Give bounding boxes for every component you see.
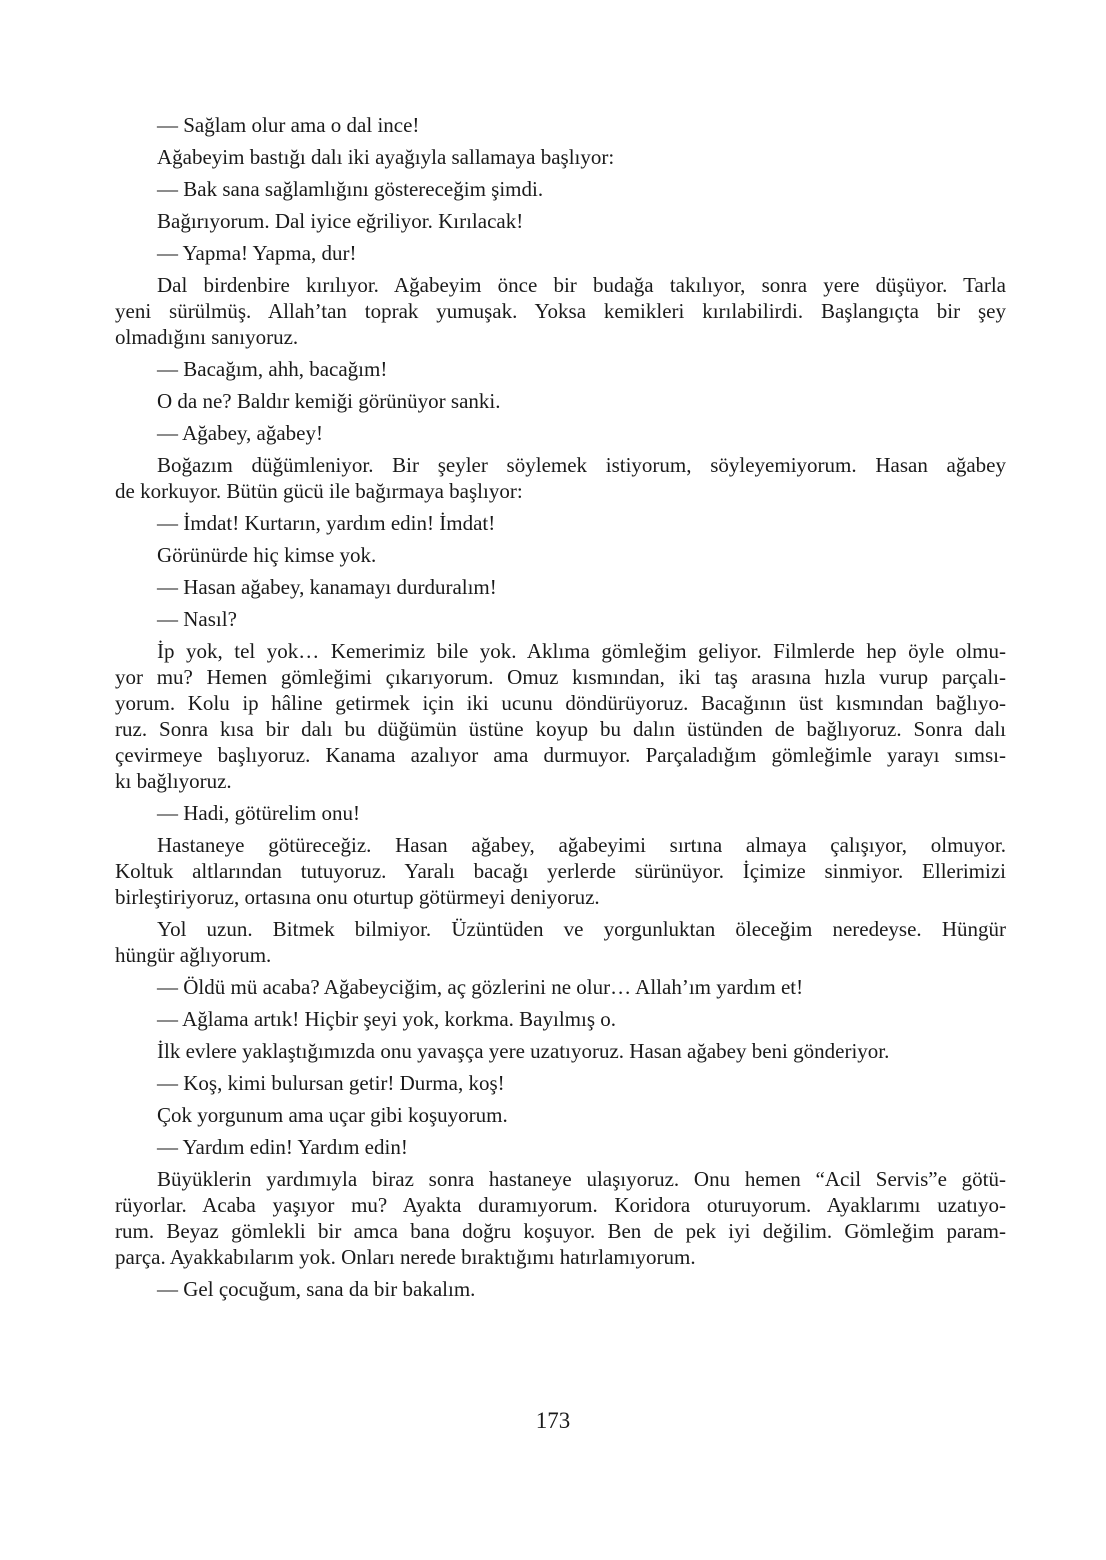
paragraph <box>115 420 1006 446</box>
text-line: — Hadi, götürelim onu! <box>157 801 360 825</box>
paragraph <box>115 240 1006 266</box>
text-line: — Öldü mü acaba? Ağabeyciğim, aç gözlerini ne olur… Allah’ım yardım et! <box>157 975 804 999</box>
paragraph <box>115 176 1006 202</box>
text-line: — İmdat! Kurtarın, yardım edin! İmdat! <box>157 511 496 535</box>
paragraph <box>115 388 1006 414</box>
paragraph <box>115 606 1006 632</box>
text-line: Koltuk altlarından tutuyoruz. Yaralı bacağı yerlerde sürünüyor. İçimize sinmiyor. Ellerimizi <box>115 859 1006 883</box>
text-line: Yol uzun. Bitmek bilmiyor. Üzüntüden ve yorgunluktan öleceğim neredeyse. Hüngür <box>157 917 1006 941</box>
text-line: çevirmeye başlıyoruz. Kanama azalıyor ama durmuyor. Parçaladığım gömleğimle yarayı sımsı- <box>115 743 1006 767</box>
paragraph <box>115 1102 1006 1128</box>
text-line: — Yardım edin! Yardım edin! <box>157 1135 408 1159</box>
text-line: birleştiriyoruz, ortasına onu oturtup götürmeyi deniyoruz. <box>115 885 600 909</box>
text-line: yorum. Kolu ip hâline getirmek için iki ucunu döndürüyoruz. Bacağının üst kısmından bağlıyo- <box>115 691 1006 715</box>
text-line: yeni sürülmüş. Allah’tan toprak yumuşak. Yoksa kemikleri kırılabilirdi. Başlangıçta bir şey <box>115 299 1006 323</box>
paragraph <box>115 574 1006 600</box>
paragraph <box>115 1006 1006 1032</box>
text-line: Çok yorgunum ama uçar gibi koşuyorum. <box>157 1103 508 1127</box>
paragraph <box>115 974 1006 1000</box>
paragraph <box>115 1166 1006 1270</box>
text-line: de korkuyor. Bütün gücü ile bağırmaya başlıyor: <box>115 479 523 503</box>
text-line: — Ağabey, ağabey! <box>157 421 323 445</box>
text-line: kı bağlıyoruz. <box>115 769 232 793</box>
paragraph <box>115 452 1006 504</box>
text-line: rum. Beyaz gömlekli bir amca bana doğru koşuyor. Ben de pek iyi değilim. Gömleğim param- <box>115 1219 1006 1243</box>
paragraph <box>115 356 1006 382</box>
text-line: Bağırıyorum. Dal iyice eğriliyor. Kırılacak! <box>157 209 524 233</box>
paragraph <box>115 638 1006 794</box>
paragraph <box>115 542 1006 568</box>
text-line: — Ağlama artık! Hiçbir şeyi yok, korkma. Bayılmış o. <box>157 1007 617 1031</box>
text-line: Ağabeyim bastığı dalı iki ayağıyla sallamaya başlıyor: <box>157 145 615 169</box>
text-line: — Yapma! Yapma, dur! <box>157 241 357 265</box>
text-line: — Nasıl? <box>157 607 237 631</box>
text-line: Dal birdenbire kırılıyor. Ağabeyim önce bir budağa takılıyor, sonra yere düşüyor. Tarla <box>157 273 1006 297</box>
paragraph <box>115 510 1006 536</box>
page-number: 173 <box>535 1408 571 1433</box>
text-line: İp yok, tel yok… Kemerimiz bile yok. Aklıma gömleğim geliyor. Filmlerde hep öyle olmu- <box>157 639 1006 663</box>
text-line: İlk evlere yaklaştığımızda onu yavaşça yere uzatıyoruz. Hasan ağabey beni gönderiyor. <box>157 1039 890 1063</box>
text-line: Hastaneye götüreceğiz. Hasan ağabey, ağabeyimi sırtına almaya çalışıyor, olmuyor. <box>157 833 1006 857</box>
paragraph <box>115 1070 1006 1096</box>
paragraph <box>115 1276 1006 1302</box>
paragraph <box>115 144 1006 170</box>
paragraph <box>115 272 1006 350</box>
text-line: — Gel çocuğum, sana da bir bakalım. <box>157 1277 476 1301</box>
paragraph <box>115 112 1006 138</box>
text-line: olmadığını sanıyoruz. <box>115 325 299 349</box>
paragraph <box>115 832 1006 910</box>
text-line: — Bacağım, ahh, bacağım! <box>157 357 388 381</box>
text-line: Boğazım düğümleniyor. Bir şeyler söylemek istiyorum, söyleyemiyorum. Hasan ağabey <box>157 453 1006 477</box>
paragraph <box>115 916 1006 968</box>
text-line: — Sağlam olur ama o dal ince! <box>157 113 420 137</box>
paragraph <box>115 1038 1006 1064</box>
text-line: hüngür ağlıyorum. <box>115 943 272 967</box>
paragraph <box>115 208 1006 234</box>
text-line: rüyorlar. Acaba yaşıyor mu? Ayakta duramıyorum. Koridora oturuyorum. Ayaklarımı uzatıyo- <box>115 1193 1006 1217</box>
text-line: — Koş, kimi bulursan getir! Durma, koş! <box>157 1071 505 1095</box>
text-line: ruz. Sonra kısa bir dalı bu düğümün üstüne koyup bu dalın üstünden de bağlıyoruz. Sonra dalı <box>115 717 1006 741</box>
text-line: yor mu? Hemen gömleğimi çıkarıyorum. Omuz kısmından, iki taş arasına hızla vurup parçalı- <box>115 665 1006 689</box>
text-line: Büyüklerin yardımıyla biraz sonra hastaneye ulaşıyoruz. Onu hemen “Acil Servis”e götü- <box>157 1167 1006 1191</box>
text-line: — Bak sana sağlamlığını göstereceğim şimdi. <box>157 177 544 201</box>
paragraph <box>115 800 1006 826</box>
text-line: O da ne? Baldır kemiği görünüyor sanki. <box>157 389 501 413</box>
text-line: Görünürde hiç kimse yok. <box>157 543 377 567</box>
text-line: — Hasan ağabey, kanamayı durduralım! <box>157 575 497 599</box>
page-body <box>115 112 1006 1308</box>
paragraph <box>115 1134 1006 1160</box>
text-line: parça. Ayakkabılarım yok. Onları nerede bıraktığımı hatırlamıyorum. <box>115 1245 696 1269</box>
